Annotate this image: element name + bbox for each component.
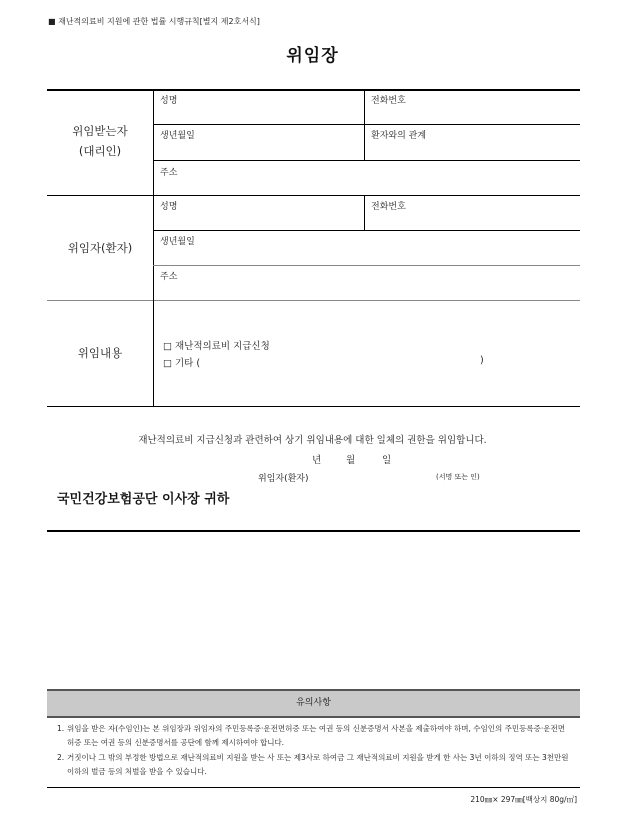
column-divider <box>153 89 154 406</box>
patient-birth-field[interactable]: 생년월일 <box>160 237 195 247</box>
addressee: 국민건강보험공단 이사장 귀하 <box>57 492 230 507</box>
paper-spec: 210㎜× 297㎜[백상지 80g/㎡] <box>470 795 577 804</box>
date-day[interactable]: 일 <box>382 455 392 466</box>
date-month[interactable]: 월 <box>346 455 356 466</box>
other-close-paren: ) <box>480 355 484 366</box>
other-checkbox[interactable]: □ 기타 ( <box>163 358 201 369</box>
patient-section-label: 위임자(환자) <box>67 241 133 255</box>
notice-item-number: 2. <box>57 753 65 762</box>
signer-label: 위임자(환자) <box>258 474 309 484</box>
patient-name-field[interactable]: 성명 <box>160 202 178 212</box>
proxy-section-label: 위임받는자 (대리인) <box>72 124 128 158</box>
section-divider <box>47 195 580 196</box>
delegation-statement: 재난적의료비 지급신청과 관련하여 상기 위임내용에 대한 일체의 권한을 위임합니다. <box>138 435 487 446</box>
delegation-section-label: 위임내용 <box>77 346 123 360</box>
table-bottom-border <box>47 406 580 407</box>
sign-hint[interactable]: (서명 또는 인) <box>436 473 480 481</box>
proxy-relation-field[interactable]: 환자와의 관계 <box>371 131 427 141</box>
row-divider <box>153 124 580 125</box>
cell-divider <box>364 195 365 230</box>
cell-divider <box>364 89 365 160</box>
medical-expense-claim-checkbox[interactable]: □ 재난적의료비 지급신청 <box>163 341 270 352</box>
patient-address-field[interactable]: 주소 <box>160 272 178 282</box>
divider <box>47 787 580 788</box>
row-divider <box>153 230 580 231</box>
notice-item-number: 1. <box>57 724 65 733</box>
row-divider <box>153 265 580 266</box>
patient-phone-field[interactable]: 전화번호 <box>371 202 406 212</box>
notice-item <box>57 722 572 750</box>
page-title: 위임장 <box>286 46 339 66</box>
divider <box>47 530 580 532</box>
proxy-birth-field[interactable]: 생년월일 <box>160 131 195 141</box>
notice-item-text: 위임을 받은 자(수임인)는 본 위임장과 위임자의 주민등록증·운전면허증 또는 여권 등의 신분증명서 사본을 제출하여야 하며, 수임인의 주민등록증·운전면허증 또는 여권 등의 신분증명서를 공단에 함께 제시하여야 합니다. <box>67 724 565 747</box>
row-divider <box>153 160 580 161</box>
proxy-name-field[interactable]: 성명 <box>160 96 178 106</box>
proxy-phone-field[interactable]: 전화번호 <box>371 96 406 106</box>
form-header: ■ 재난적의료비 지원에 관한 법률 시행규칙[별지 제2호서식] <box>48 17 260 26</box>
notice-title: 유의사항 <box>47 689 580 718</box>
proxy-address-field[interactable]: 주소 <box>160 168 178 178</box>
date-year[interactable]: 년 <box>312 455 322 466</box>
table-top-border <box>47 89 580 91</box>
section-divider <box>47 300 580 301</box>
notice-item-text: 거짓이나 그 밖의 부정한 방법으로 재난적의료비 지원을 받는 사 또는 제3사로 하여금 그 재난적의료비 지원을 받게 한 사는 3년 이하의 징역 또는 3천만원 이하의 벌금 등의 처벌을 받을 수 있습니다. <box>67 753 569 776</box>
notice-item <box>57 751 572 779</box>
